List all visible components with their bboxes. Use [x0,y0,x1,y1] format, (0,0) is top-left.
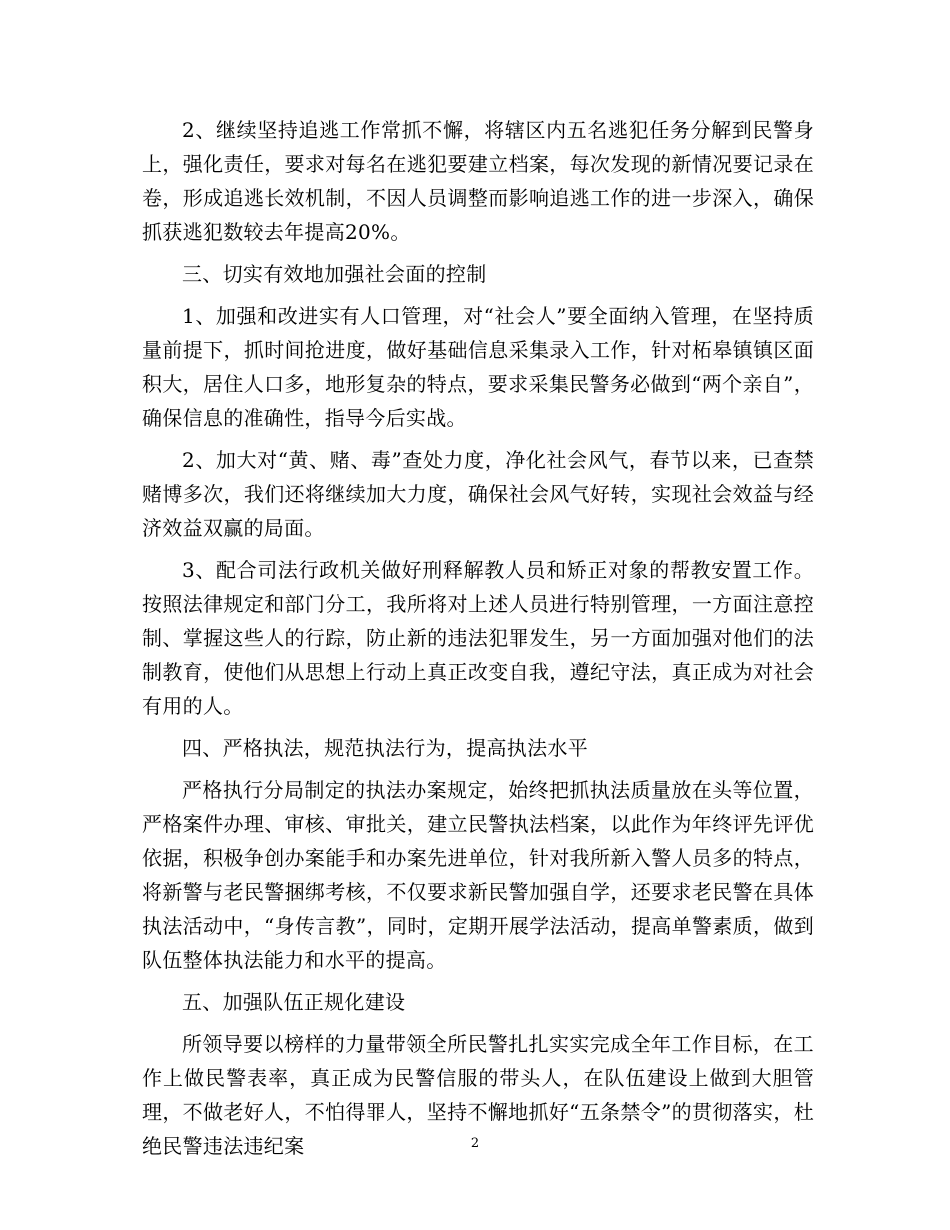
heading-section-3: 三、切实有效地加强社会面的控制 [182,262,487,286]
heading-section-5: 五、加强队伍正规化建设 [182,990,406,1014]
paragraph-vice-crackdown: 2、加大对“黄、赌、毒”查处力度，净化社会风气，春节以来，已查禁赌博多次，我们还将继续加大力度，确保社会风气好转，实现社会效益与经济效益双赢的局面。 [142,448,814,540]
paragraph-population-management: 1、加强和改进实有人口管理，对“社会人”要全面纳入管理，在坚持质量前提下，抓时间抢进度，做好基础信息采集录入工作，针对柘皋镇镇区面积大，居住人口多，地形复杂的特点，要求采集民警务必做到“两个亲自”，确保信息的准确性，指导今后实战。 [142,304,814,430]
paragraph-pursuit-fugitives: 2、继续坚持追逃工作常抓不懈，将辖区内五名逃犯任务分解到民警身上，强化责任，要求对每名在逃犯要建立档案，每次发现的新情况要记录在卷，形成追逃长效机制，不因人员调整而影响追逃工作的进一步深入，确保抓获逃犯数较去年提高20%。 [142,118,814,244]
paragraph-team-building: 所领导要以榜样的力量带领全所民警扎扎实实完成全年工作目标，在工作上做民警表率，真正成为民警信服的带头人，在队伍建设上做到大胆管理，不做老好人，不怕得罪人，坚持不懈地抓好“五条禁令”的贯彻落实，杜绝民警违法违纪案 [142,1032,814,1158]
paragraph-law-enforcement: 严格执行分局制定的执法办案规定，始终把抓执法质量放在头等位置，严格案件办理、审核、审批关，建立民警执法档案，以此作为年终评先评优依据，积极争创办案能手和办案先进单位，针对我所新入警人员多的特点，将新警与老民警捆绑考核，不仅要求新民警加强自学，还要求老民警在具体执法活动中，“身传言教”，同时，定期开展学法活动，提高单警素质，做到队伍整体执法能力和水平的提高。 [142,778,814,972]
heading-section-4: 四、严格执法，规范执法行为，提高执法水平 [182,736,588,760]
paragraph-rehabilitation: 3、配合司法行政机关做好刑释解教人员和矫正对象的帮教安置工作。按照法律规定和部门分工，我所将对上述人员进行特别管理，一方面注意控制、掌握这些人的行踪，防止新的违法犯罪发生，另一方面加强对他们的法制教育，使他们从思想上行动上真正改变自我，遵纪守法，真正成为对社会有用的人。 [142,558,814,718]
document-body [142,113,814,1171]
page-number: 2 [470,1136,480,1151]
